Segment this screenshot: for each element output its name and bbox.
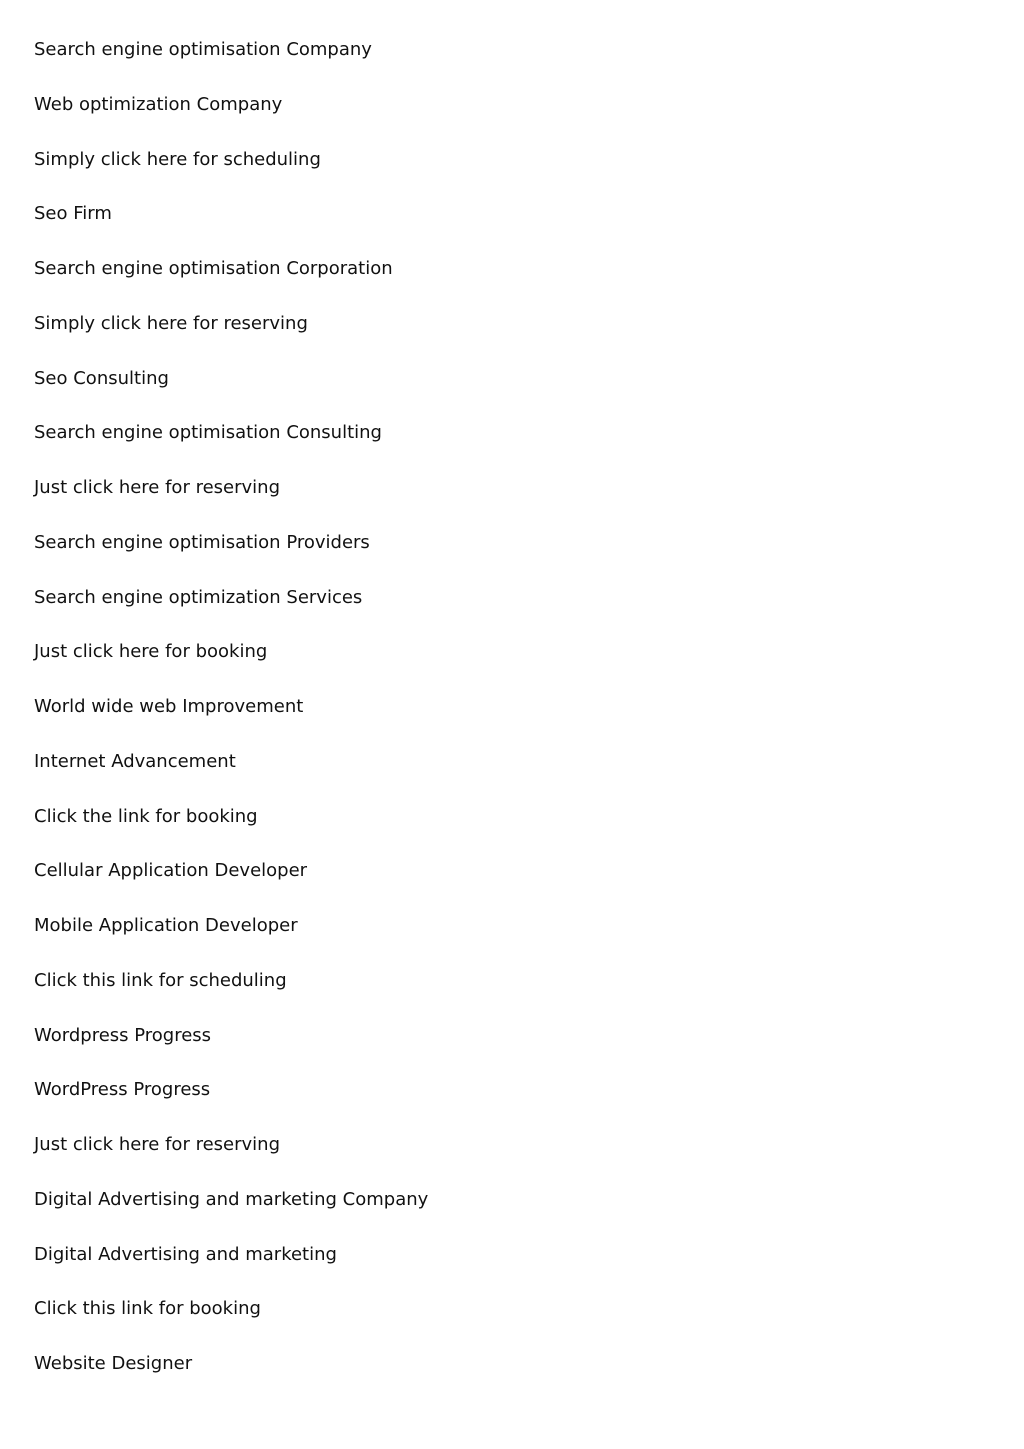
- list-item: Cellular Application Developer: [34, 860, 308, 882]
- list-item: Click the link for booking: [34, 805, 258, 827]
- list-item: Seo Consulting: [34, 367, 169, 389]
- list-item: Internet Advancement: [34, 750, 236, 772]
- list-item: Simply click here for reserving: [34, 312, 308, 334]
- list-item: Website Designer: [34, 1353, 193, 1374]
- list-item: Seo Firm: [34, 203, 112, 225]
- text-list: [34, 36, 428, 1405]
- list-item: World wide web Improvement: [34, 696, 304, 717]
- list-item: Just click here for booking: [34, 641, 268, 663]
- list-item: Simply click here for scheduling: [34, 148, 321, 170]
- list-item: WordPress Progress: [34, 1079, 211, 1101]
- list-item: Web optimization Company: [34, 93, 283, 115]
- list-item: Click this link for booking: [34, 1298, 261, 1320]
- list-item: Just click here for reserving: [34, 1134, 280, 1155]
- list-item: Digital Advertising and marketing Company: [34, 1188, 429, 1210]
- list-item: Digital Advertising and marketing: [34, 1243, 337, 1265]
- list-item: Search engine optimisation Corporation: [34, 258, 393, 279]
- list-item: Click this link for scheduling: [34, 969, 287, 991]
- list-item: Search engine optimisation Consulting: [34, 422, 382, 444]
- list-item: Just click here for reserving: [34, 477, 280, 498]
- list-item: Search engine optimisation Company: [34, 39, 372, 60]
- list-item: Wordpress Progress: [34, 1024, 212, 1046]
- list-item: Search engine optimisation Providers: [34, 531, 370, 553]
- list-item: Search engine optimization Services: [34, 586, 363, 608]
- list-item: Mobile Application Developer: [34, 915, 298, 936]
